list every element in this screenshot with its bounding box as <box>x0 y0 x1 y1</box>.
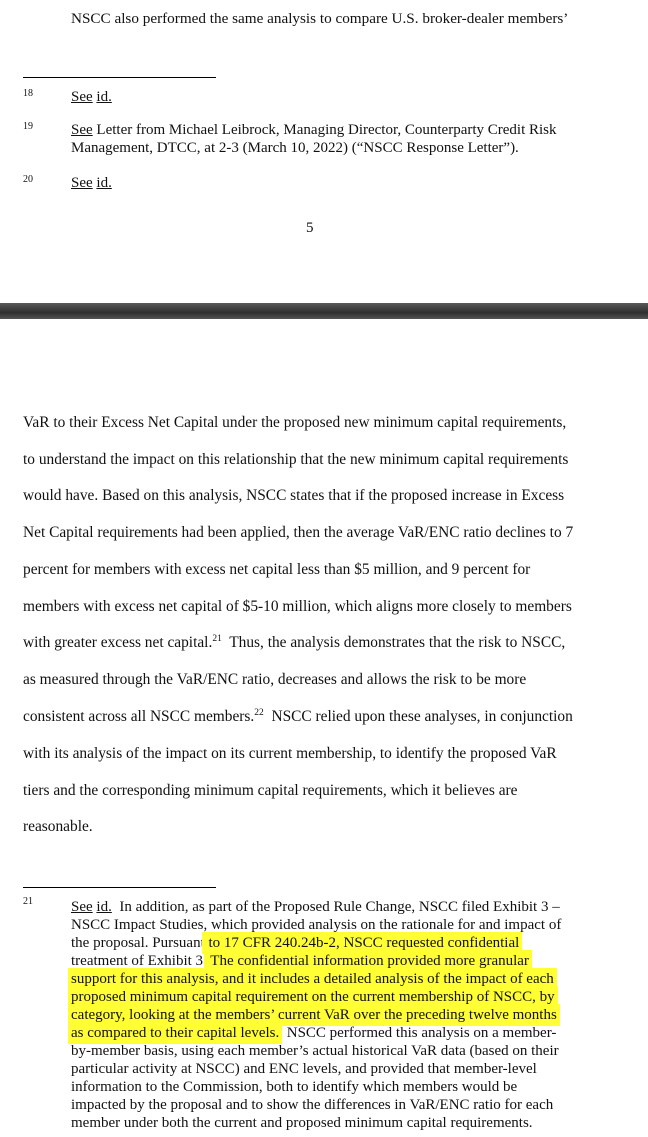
footnote-18 <box>71 88 112 106</box>
highlighted-text: as compared to their capital levels. <box>71 1025 280 1041</box>
see-signal: See <box>71 899 93 915</box>
body-line <box>23 708 573 726</box>
footnote-number: 20 <box>23 174 33 185</box>
highlighted-text: to 17 CFR 240.24b-2, NSCC requested confidential <box>204 935 520 951</box>
footnote-text: particular activity at NSCC) and ENC levels, and provided that member-level <box>71 1061 537 1077</box>
footnote-text: NSCC performed this analysis on a member- <box>279 1025 557 1041</box>
body-line: VaR to their Excess Net Capital under the proposed new minimum capital requirements, <box>23 414 567 431</box>
body-text: NSCC relied upon these analyses, in conjunction <box>263 708 573 725</box>
footnote-text: In addition, as part of the Proposed Rule Change, NSCC filed Exhibit 3 – <box>111 899 560 915</box>
body-text: with greater excess net capital. <box>23 634 213 651</box>
id-cite: id. <box>96 175 112 191</box>
highlighted-text: support for this analysis, and it includes a detailed analysis of the impact of each <box>71 971 554 987</box>
footnote-text: Management, DTCC, at 2-3 (March 10, 2022) (“NSCC Response Letter”). <box>71 140 519 156</box>
id-cite: id. <box>96 899 112 915</box>
body-line: Net Capital requirements had been applied, then the average VaR/ENC ratio declines to 7 <box>23 524 574 541</box>
body-text: Thus, the analysis demonstrates that the risk to NSCC, <box>221 634 566 651</box>
footnote-20 <box>71 174 112 192</box>
page-number: 5 <box>306 220 314 236</box>
footnote-number: 18 <box>23 88 33 99</box>
body-text: consistent across all NSCC members. <box>23 708 255 725</box>
footnote-ref: 22 <box>254 708 264 718</box>
body-line: with its analysis of the impact on its current membership, to identify the proposed VaR <box>23 745 557 762</box>
highlighted-text: category, looking at the members’ current VaR over the preceding twelve months <box>71 1007 557 1023</box>
footnote-text: member under both the current and proposed minimum capital requirements. <box>71 1115 533 1131</box>
body-line: as measured through the VaR/ENC ratio, decreases and allows the risk to be more <box>23 671 527 688</box>
footnote-text: the proposal. Pursuant <box>71 935 205 951</box>
footnote-21 <box>71 898 561 1132</box>
footnote-text: impacted by the proposal and to show the differences in VaR/ENC ratio for each <box>71 1097 554 1113</box>
footnote-ref: 21 <box>212 634 222 644</box>
body-line: members with excess net capital of $5-10 million, which aligns more closely to members <box>23 598 572 615</box>
see-signal: See <box>71 175 93 191</box>
footnote-19 <box>71 121 557 157</box>
footnote-number: 19 <box>23 121 33 132</box>
body-line <box>23 634 565 652</box>
body-line: reasonable. <box>23 818 93 835</box>
body-line: tiers and the corresponding minimum capital requirements, which it believes are <box>23 782 518 799</box>
footnote-text: information to the Commission, both to identify which members would be <box>71 1079 518 1095</box>
id-cite: id. <box>96 89 112 105</box>
footnote-text: treatment of Exhibit 3. <box>71 953 207 969</box>
see-signal: See <box>71 89 93 105</box>
page-5-bottom <box>0 0 648 303</box>
body-line: percent for members with excess net capital less than $5 million, and 9 percent for <box>23 561 531 578</box>
body-line: to understand the impact on this relationship that the new minimum capital requirements <box>23 451 569 468</box>
highlighted-text: The confidential information provided more granular <box>206 953 529 969</box>
page-separator <box>0 303 648 319</box>
footnote-number: 21 <box>23 896 33 907</box>
highlighted-text: proposed minimum capital requirement on the current membership of NSCC, by <box>71 989 555 1005</box>
body-line: would have. Based on this analysis, NSCC states that if the proposed increase in Excess <box>23 487 565 504</box>
footnote-rule <box>23 77 216 78</box>
carryover-text-line: NSCC also performed the same analysis to compare U.S. broker-dealer members’ <box>71 10 569 27</box>
see-signal: See <box>71 122 93 138</box>
footnote-text: NSCC Impact Studies, which provided analysis on the rationale for and impact of <box>71 917 562 933</box>
footnote-rule <box>23 887 216 888</box>
footnote-text: Letter from Michael Leibrock, Managing Director, Counterparty Credit Risk <box>96 122 557 138</box>
footnote-text: by-member basis, using each member’s actual historical VaR data (based on their <box>71 1043 559 1059</box>
